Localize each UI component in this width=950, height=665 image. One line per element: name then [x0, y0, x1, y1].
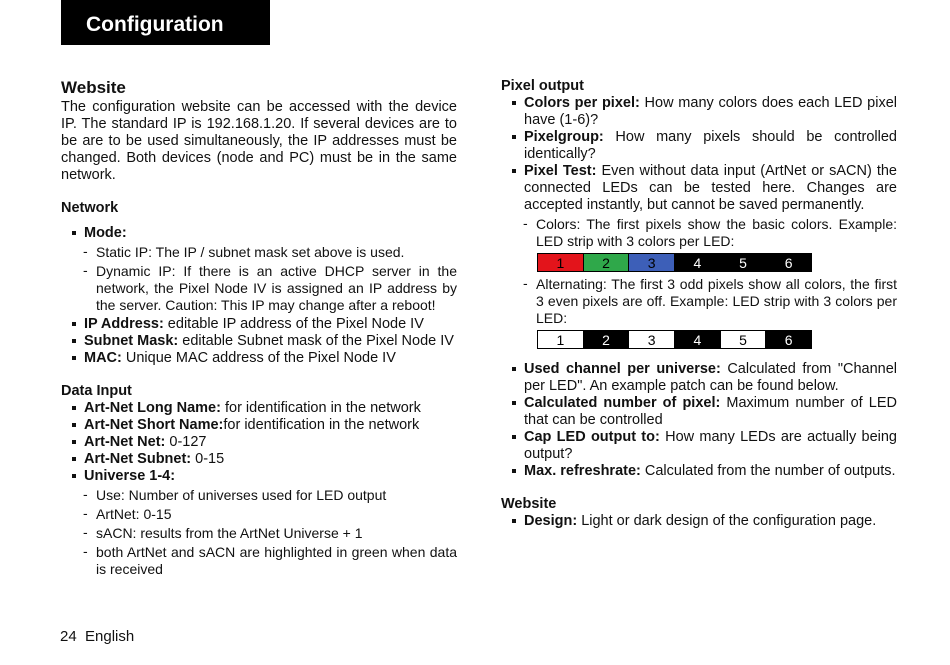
website-text: The configuration website can be accessed with the device IP. The standard IP is 192.168.1.20. If several devices are to be are to be used simultaneously, the IP addresses must be changed. Both devices (node and PC) must be in the same network. — [61, 99, 457, 183]
header-title: Configuration — [86, 13, 224, 36]
led-cell: 2 — [584, 254, 630, 271]
led-cell: 5 — [721, 254, 767, 271]
led-cell: 4 — [675, 331, 721, 348]
led-cell: 2 — [584, 331, 630, 348]
universe-artnet-text: - ArtNet: 0-15 — [61, 506, 457, 523]
long-name-item: Art-Net Long Name: for identification in the network — [61, 400, 457, 417]
led-strip-colors — [537, 253, 812, 272]
data-input-heading: Data Input — [61, 383, 132, 399]
led-cell: 4 — [675, 254, 721, 271]
universe-item: Universe 1-4: — [61, 468, 457, 485]
led-cell: 3 — [629, 254, 675, 271]
led-cell: 6 — [766, 331, 811, 348]
led-cell: 1 — [538, 254, 584, 271]
alternating-mode-text: - Alternating: The first 3 odd pixels show all colors, the first 3 even pixels are off. Example: LED strip with 3 colors per LED: — [501, 276, 897, 327]
pixel-output-heading: Pixel output — [501, 78, 584, 94]
universe-use-text: - Use: Number of universes used for LED output — [61, 487, 457, 504]
cap-led-item: Cap LED output to: How many LEDs are actually being output? — [501, 429, 897, 463]
dynamic-ip-text: - Dynamic IP: If there is an active DHCP server in the network, the Pixel Node IV is assigned an IP address by the server. Caution: This IP may change after a reboot! — [61, 263, 457, 314]
network-heading: Network — [61, 200, 119, 216]
calculated-pixel-item: Calculated number of pixel: Maximum number of LED that can be controlled — [501, 395, 897, 429]
ip-address-item: IP Address: editable IP address of the Pixel Node IV — [61, 316, 457, 333]
pixelgroup-item: Pixelgroup: How many pixels should be controlled identically? — [501, 129, 897, 163]
short-name-item: Art-Net Short Name:for identification in the network — [61, 417, 457, 434]
subnet-mask-item: Subnet Mask: editable Subnet mask of the Pixel Node IV — [61, 333, 457, 350]
led-cell: 5 — [721, 331, 767, 348]
colors-per-pixel-item: Colors per pixel: How many colors does each LED pixel have (1-6)? — [501, 95, 897, 129]
led-cell: 6 — [766, 254, 811, 271]
page-footer: 24 English — [60, 628, 135, 645]
pixel-test-item: Pixel Test: Even without data input (ArtNet or sACN) the connected LEDs can be tested here. Changes are accepted instantly, but cannot be saved permanently. — [501, 163, 897, 214]
universe-sacn-text: - sACN: results from the ArtNet Universe + 1 — [61, 525, 457, 542]
website-design-heading: Website — [501, 496, 557, 512]
artnet-subnet-item: Art-Net Subnet: 0-15 — [61, 451, 457, 468]
artnet-net-item: Art-Net Net: 0-127 — [61, 434, 457, 451]
left-column — [61, 78, 457, 580]
max-refresh-item: Max. refreshrate: Calculated from the number of outputs. — [501, 463, 897, 480]
static-ip-text: - Static IP: The IP / subnet mask set above is used. — [61, 244, 457, 261]
mac-item: MAC: Unique MAC address of the Pixel Node IV — [61, 350, 457, 367]
right-column — [501, 78, 897, 530]
website-heading: Website — [61, 78, 126, 97]
used-channel-item: Used channel per universe: Calculated from "Channel per LED". An example patch can be found below. — [501, 361, 897, 395]
design-item: Design: Light or dark design of the configuration page. — [501, 513, 897, 530]
led-cell: 3 — [629, 331, 675, 348]
mode-item: Mode: — [61, 225, 457, 242]
universe-both-text: - both ArtNet and sACN are highlighted in green when data is received — [61, 544, 457, 578]
led-strip-alternating — [537, 330, 812, 349]
led-cell: 1 — [538, 331, 584, 348]
colors-mode-text: - Colors: The first pixels show the basic colors. Example: LED strip with 3 colors per LED: — [501, 216, 897, 250]
section-header — [61, 0, 270, 45]
